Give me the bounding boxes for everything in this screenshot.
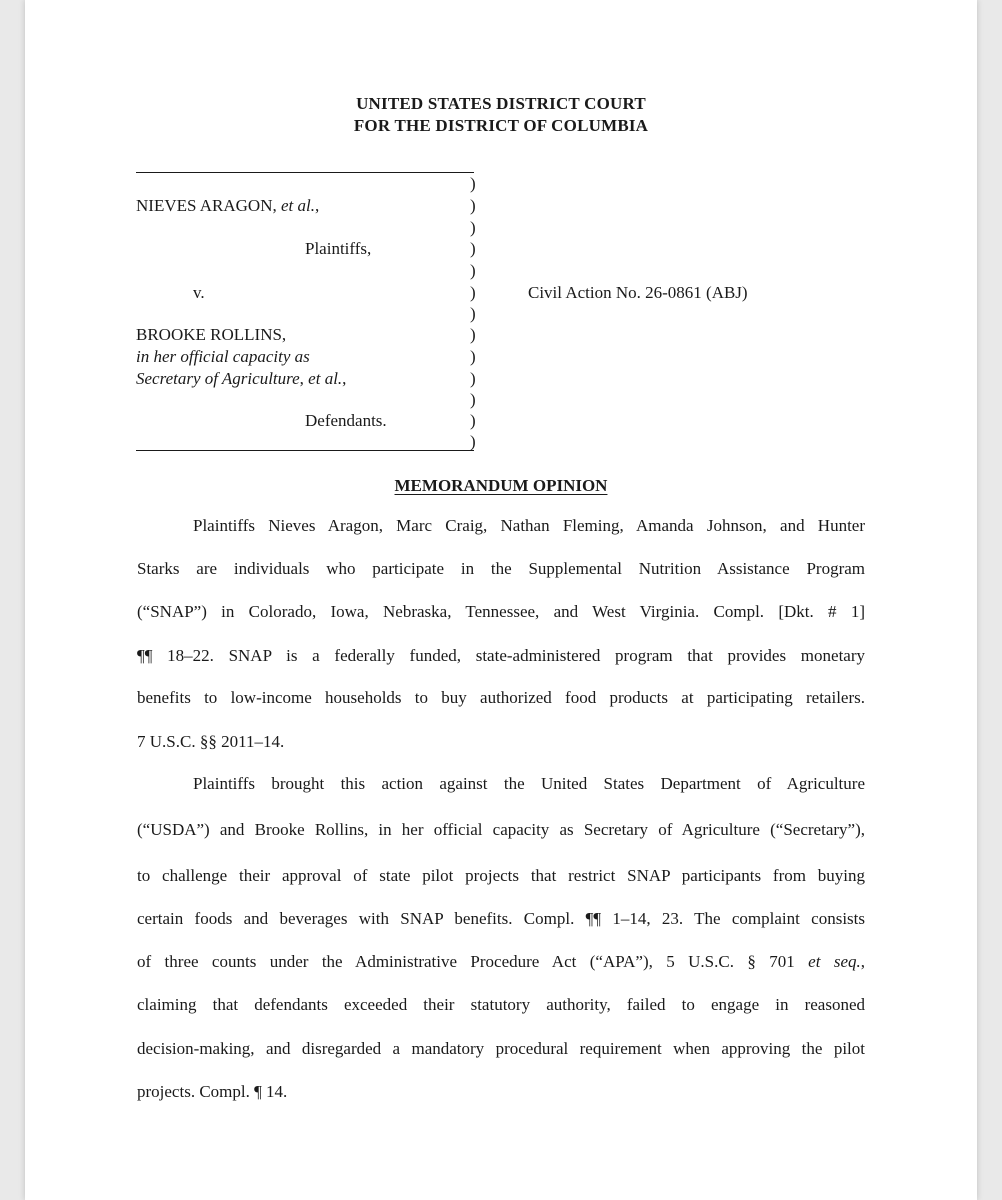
court-district: FOR THE DISTRICT OF COLUMBIA xyxy=(353,116,649,135)
caption-paren: ) xyxy=(470,432,476,451)
document-page xyxy=(25,0,977,1200)
defendant-title-sep: , xyxy=(299,369,309,388)
plaintiff-name xyxy=(136,196,319,216)
defendant-title: Secretary of Agriculture xyxy=(136,369,300,388)
caption-paren: ) xyxy=(470,239,476,258)
paragraph2-line: to challenge their approval of state pilot projects that restrict SNAP participants from buying xyxy=(137,866,865,885)
caption-paren: ) xyxy=(470,174,476,193)
caption-top-rule xyxy=(136,172,474,173)
et-seq: et seq. xyxy=(808,952,861,971)
caption-paren: ) xyxy=(470,261,476,280)
paragraph2-line: (“USDA”) and Brooke Rollins, in her official capacity as Secretary of Agriculture (“Secretary”), xyxy=(137,820,865,839)
paragraph1-line: benefits to low-income households to buy authorized food products at participating retailers. xyxy=(137,688,865,707)
defendants-label: Defendants. xyxy=(305,411,387,430)
paragraph1-line: Starks are individuals who participate in the Supplemental Nutrition Assistance Program xyxy=(137,559,865,578)
caption-paren: ) xyxy=(470,411,476,430)
caption-paren: ) xyxy=(470,390,476,409)
caption-paren: ) xyxy=(470,369,476,388)
court-name: UNITED STATES DISTRICT COURT xyxy=(356,94,646,113)
civil-action-number: Civil Action No. 26-0861 (ABJ) xyxy=(528,283,748,302)
paragraph2-line: claiming that defendants exceeded their statutory authority, failed to engage in reasoned xyxy=(137,995,865,1014)
caption-bottom-rule xyxy=(136,450,474,451)
paragraph2-line: Plaintiffs brought this action against the United States Department of Agriculture xyxy=(193,774,865,793)
paragraph1-line: ¶¶ 18–22. SNAP is a federally funded, state-administered program that provides monetary xyxy=(137,646,865,665)
defendant-etal: et al. xyxy=(308,369,343,388)
paragraph2-line xyxy=(137,952,865,972)
plaintiff-etal: et al. xyxy=(280,196,315,215)
defendant-capacity-1: in her official capacity as xyxy=(136,347,310,366)
caption-paren: ) xyxy=(470,347,476,366)
paragraph2-line: certain foods and beverages with SNAP benefits. Compl. ¶¶ 1–14, 23. The complaint consists xyxy=(137,909,865,928)
defendant-name: BROOKE ROLLINS, xyxy=(136,325,287,344)
plaintiff-comma: , xyxy=(314,196,320,215)
caption-paren: ) xyxy=(470,304,476,323)
caption-paren: ) xyxy=(470,283,476,302)
defendant-comma: , xyxy=(342,369,347,388)
caption-paren: ) xyxy=(470,196,476,215)
paragraph1-line: Plaintiffs Nieves Aragon, Marc Craig, Nathan Fleming, Amanda Johnson, and Hunter xyxy=(193,516,865,535)
caption-paren: ) xyxy=(470,218,476,237)
paragraph2-line: decision-making, and disregarded a mandatory procedural requirement when approving the pilot xyxy=(137,1039,865,1058)
paragraph1-line: 7 U.S.C. §§ 2011–14. xyxy=(137,732,285,751)
paragraph2-line-comma: , xyxy=(860,952,865,971)
caption-paren: ) xyxy=(470,325,476,344)
opinion-heading: MEMORANDUM OPINION xyxy=(394,476,608,495)
paragraph2-line-text: of three counts under the Administrative Procedure Act (“APA”), 5 U.S.C. § 701 xyxy=(137,952,809,971)
versus: v. xyxy=(193,283,205,302)
plaintiff-name-text: NIEVES ARAGON, xyxy=(136,196,281,215)
paragraph2-line: projects. Compl. ¶ 14. xyxy=(137,1082,288,1101)
paragraph1-line: (“SNAP”) in Colorado, Iowa, Nebraska, Tennessee, and West Virginia. Compl. [Dkt. # 1] xyxy=(137,602,865,621)
plaintiffs-label: Plaintiffs, xyxy=(305,239,372,258)
defendant-capacity-2 xyxy=(136,369,346,389)
